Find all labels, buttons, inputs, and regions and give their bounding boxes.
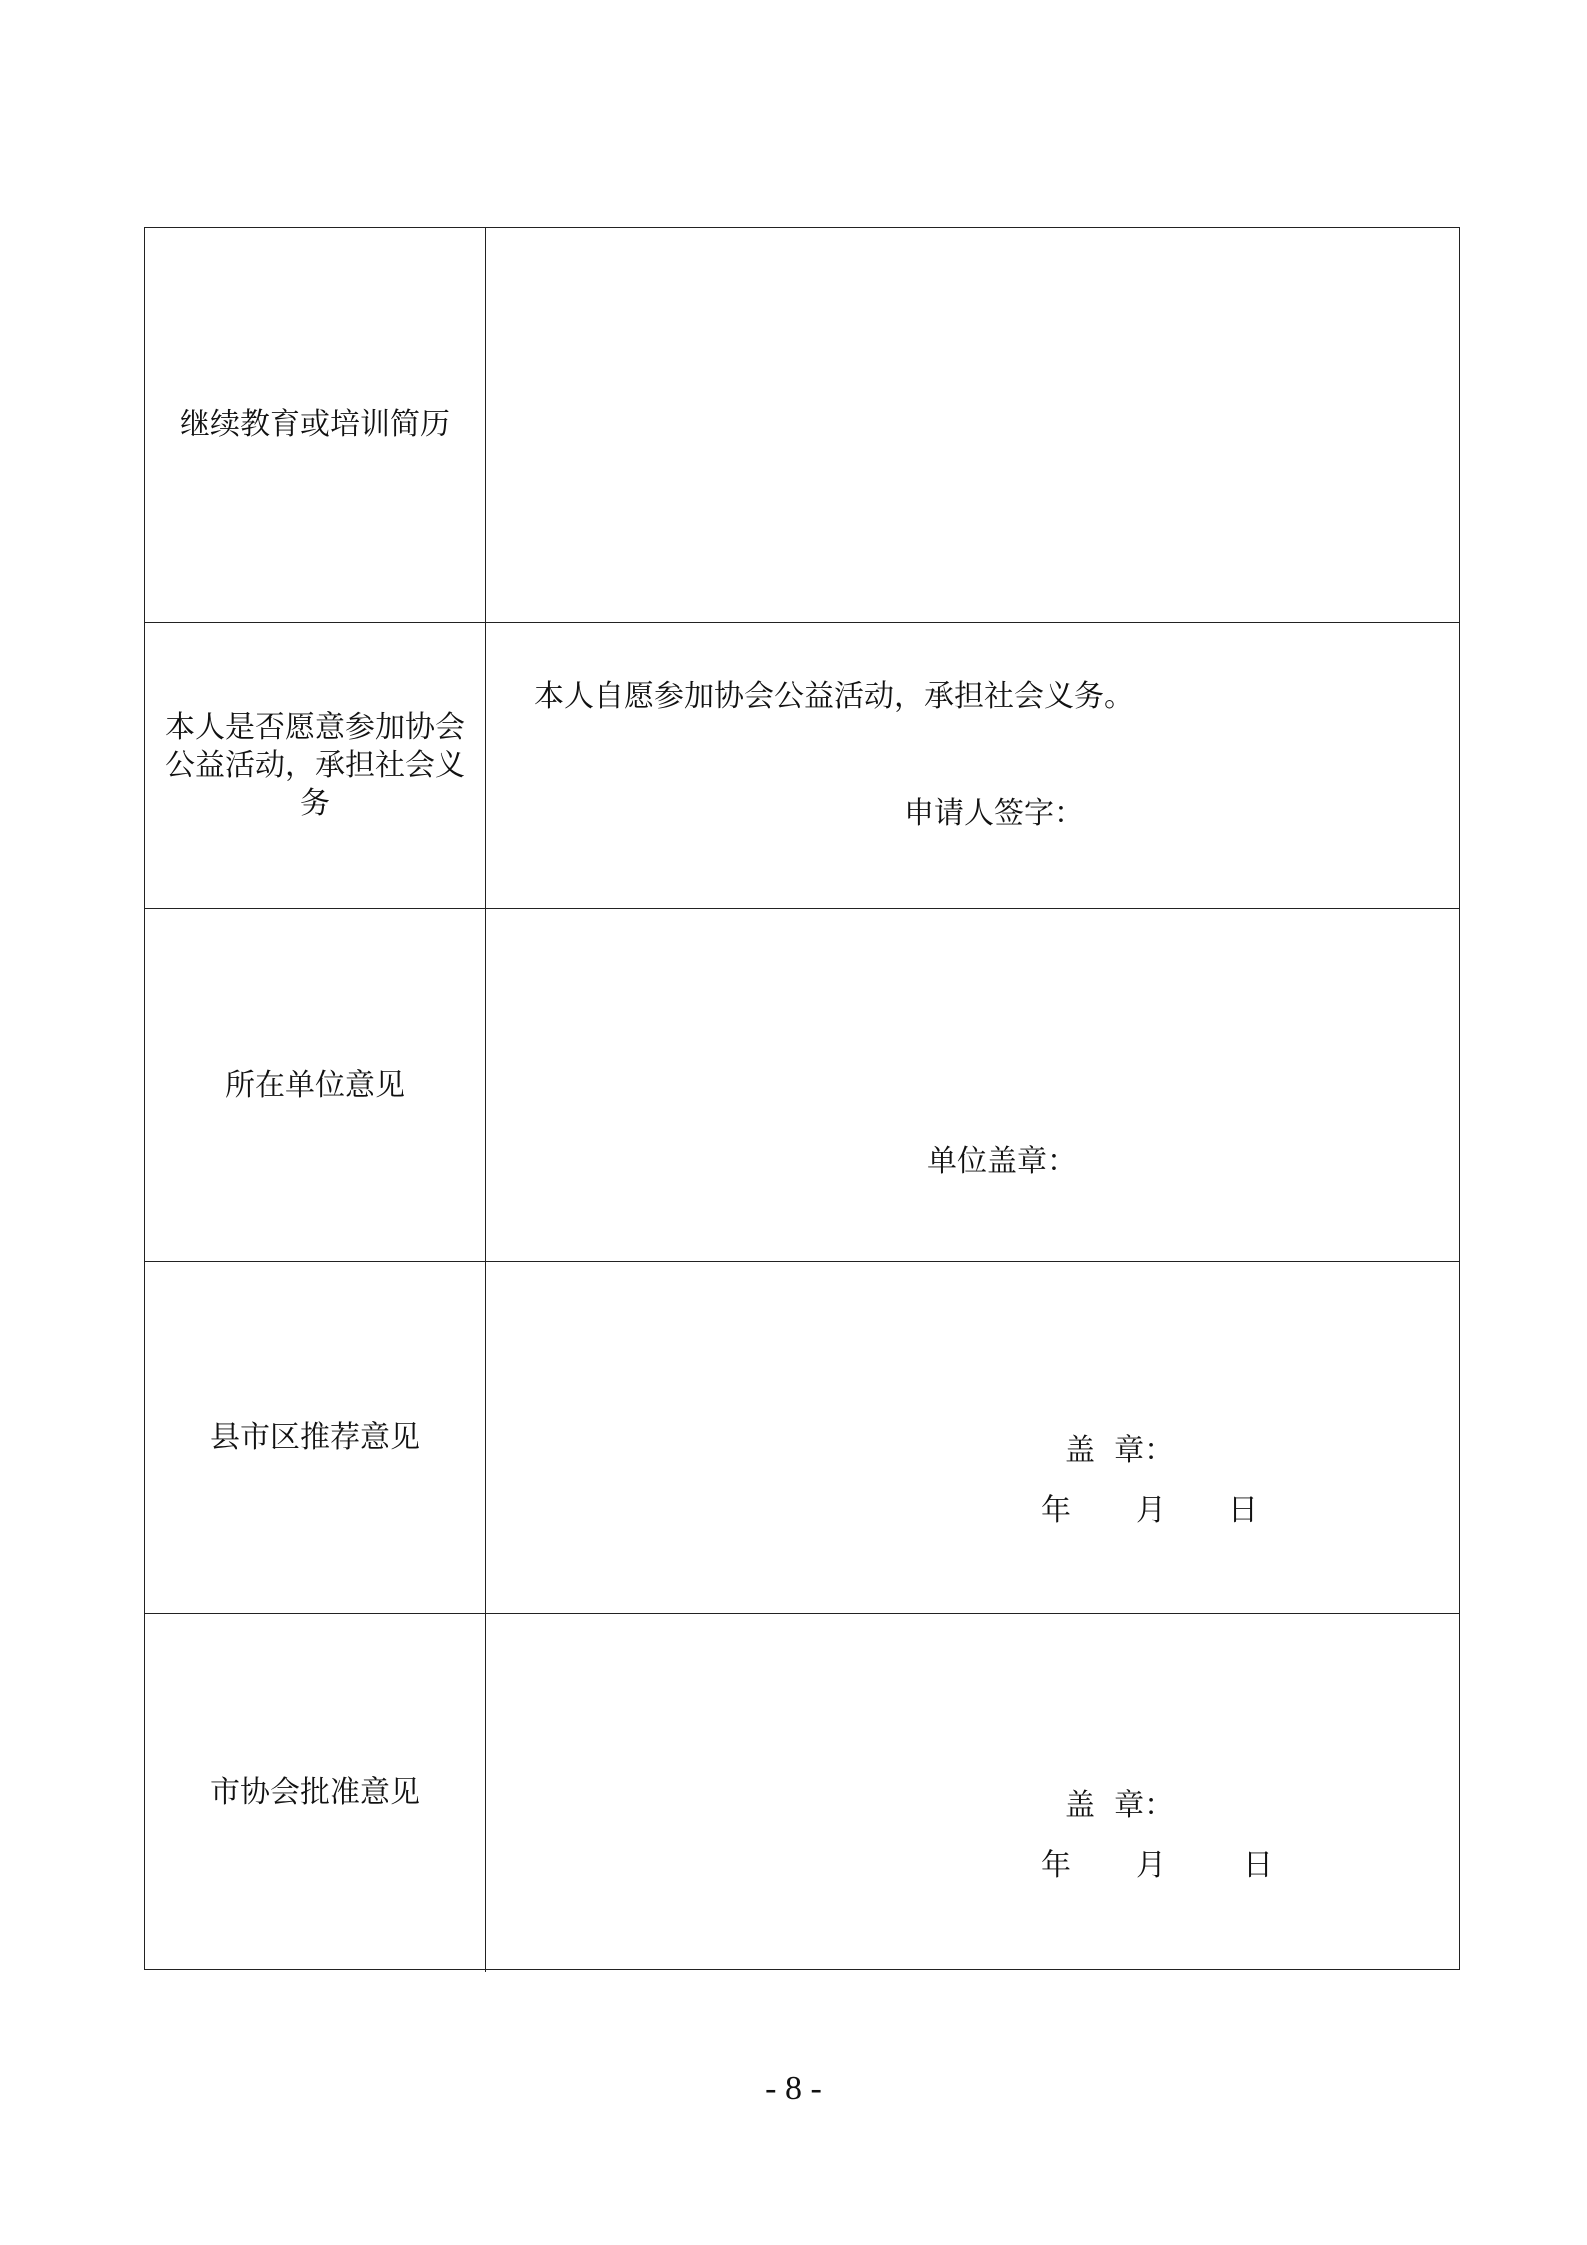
city-date-month: 月 <box>1136 1848 1166 1883</box>
city-seal-label: 盖 章： <box>1065 1788 1175 1823</box>
county-date-day: 日 <box>1228 1493 1258 1528</box>
city-approval-label: 市协会批准意见 <box>145 1614 486 1972</box>
county-date-month: 月 <box>1136 1493 1166 1528</box>
city-approval-field[interactable] <box>486 1614 1459 1972</box>
application-form-table <box>144 227 1460 1970</box>
volunteer-willingness-field <box>486 623 1459 909</box>
applicant-signature-label: 申请人签字： <box>904 796 1084 831</box>
training-history-label: 继续教育或培训简历 <box>145 228 486 622</box>
row-city-approval <box>145 1613 1459 1972</box>
employer-opinion-field[interactable] <box>486 909 1459 1262</box>
employer-seal-label: 单位盖章： <box>927 1144 1077 1179</box>
employer-opinion-label: 所在单位意见 <box>145 909 486 1262</box>
county-seal-label: 盖 章： <box>1065 1433 1175 1468</box>
page-number: - 8 - <box>765 2070 822 2107</box>
row-training-history <box>145 228 1459 622</box>
city-date-year: 年 <box>1041 1848 1071 1883</box>
row-volunteer-willingness <box>145 622 1459 909</box>
volunteer-willingness-label: 本人是否愿意参加协会公益活动，承担社会义务 <box>145 623 486 909</box>
city-date-day: 日 <box>1243 1848 1273 1883</box>
county-recommendation-field[interactable] <box>486 1262 1459 1614</box>
training-history-field[interactable] <box>486 228 1459 622</box>
row-employer-opinion <box>145 908 1459 1262</box>
county-recommendation-label: 县市区推荐意见 <box>145 1262 486 1614</box>
volunteer-statement: 本人自愿参加协会公益活动，承担社会义务。 <box>534 679 1134 714</box>
county-date-year: 年 <box>1041 1493 1071 1528</box>
row-county-recommendation <box>145 1261 1459 1614</box>
